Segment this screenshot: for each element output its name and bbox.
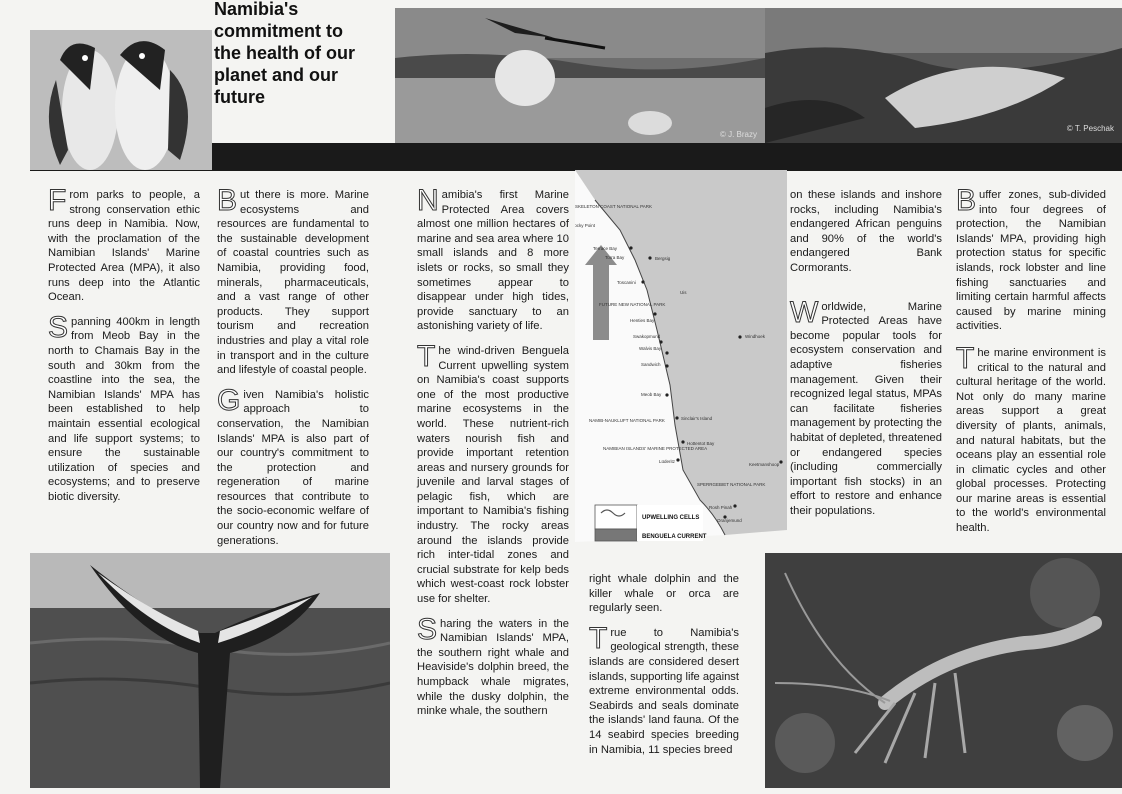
map-label: Swakopmund: [633, 334, 661, 339]
map-label: Oranjemund: [717, 518, 742, 523]
title-line: Namibia's: [214, 0, 299, 19]
rock-lobster-photo: [765, 553, 1122, 788]
penguins-photo: [30, 30, 212, 170]
title-line: future: [214, 87, 265, 107]
map-label: Bergsig: [655, 256, 671, 261]
map-label: Hottentot Bay: [687, 441, 715, 446]
title-line: planet and our: [214, 65, 339, 85]
paragraph: [217, 184, 369, 378]
drop-cap: F: [48, 184, 67, 217]
paragraph-text: iven Namibia's holistic approach to conservation, the Namibian Islands' MPA is also part of our country's commitment to the protection and regeneration of marine resources that contribute to the socio-economic welfare of our country now and for future generations.: [217, 388, 369, 547]
drop-cap: T: [589, 621, 608, 655]
map-label: Meob Bay: [641, 392, 662, 397]
drop-cap: N: [417, 184, 439, 217]
title-line: commitment to: [214, 21, 344, 41]
map-label: Sinclair's Island: [681, 416, 713, 421]
map-label: Terrace Bay: [593, 246, 618, 251]
paragraph-text: he wind-driven Benguela Current upwelling system on Namibia's coast supports one of the most productive marine ecosystems in the world. These nutrient-rich waters nourish fish and provide important retention areas and nursery grounds for juvenile and larval stages of pelagic fish, which are important to Namibia's fishing industry. The rocky areas around the islands provide rich inter-tidal zones and crucial substrate for kelp beds which west-coast rock lobster use for shelter.: [417, 344, 569, 606]
paragraph: [589, 572, 739, 616]
map-label: Toscanini: [617, 280, 636, 285]
map-label: SPERRGEBIET NATIONAL PARK: [697, 482, 766, 487]
photo-credit: © T. Peschak: [1066, 124, 1114, 133]
current-swatch: [595, 529, 637, 541]
paragraph: [589, 621, 739, 757]
paragraph: [217, 383, 369, 549]
text-column-2: [217, 184, 369, 558]
sea-photo: [765, 8, 1122, 143]
drop-cap: S: [48, 310, 69, 344]
drop-cap: B: [956, 184, 977, 217]
paragraph: [48, 310, 200, 505]
map-label: FUTURE NEW NATIONAL PARK: [599, 302, 666, 307]
paragraph: [417, 184, 569, 334]
drop-cap: B: [217, 184, 238, 217]
seabird-photo: [395, 8, 765, 143]
paragraph-text: rom parks to people, a strong conservation ethic runs deep in Namibia. Now, with the proclamation of the Namibian Islands' Marine Protected Area (MPA), it also runs deep into the Atlantic Ocean.: [48, 189, 200, 304]
text-column-3: [417, 184, 569, 729]
text-column-5: [790, 188, 942, 528]
text-column-6: [956, 184, 1106, 546]
paragraph: [790, 188, 942, 276]
text-column-1: [48, 184, 200, 514]
paragraph: [417, 612, 569, 719]
paragraph: [956, 184, 1106, 334]
drop-cap: T: [956, 341, 975, 375]
drop-cap: S: [417, 612, 438, 646]
paragraph-text: rue to Namibia's geological strength, these islands are considered desert islands, supporting life against extreme environmental odds. Seabirds and seals dominate the islands' land fauna. Of the 14 seabird species breeding in Namibia, 11 species breed: [589, 626, 739, 756]
namibia-coast-map: [575, 170, 787, 542]
map-label: NAMIBIAN ISLANDS' MARINE PROTECTED AREA: [603, 446, 708, 451]
paragraph-text: right whale dolphin and the killer whale or orca are regularly seen.: [589, 573, 739, 615]
map-label: Henties Bay: [630, 318, 655, 323]
paragraph-text: panning 400km in length from Meob Bay in the north to Chamais Bay in the south and 30km from the coastline into the sea, the Namibian Islands' MPA has been established to help maintain essential ecological and life support systems; to ensure the sustainable utilization of species and ecosystems; and to preserve biotic diversity.: [48, 315, 200, 503]
map-label: Sandwich: [641, 362, 661, 367]
legend-label: BENGUELA CURRENT: [642, 534, 707, 540]
map-label: Windhoek: [745, 334, 766, 339]
map-label: Lüderitz: [659, 459, 676, 464]
drop-cap: T: [417, 339, 436, 373]
map-label: Keetmanshoop: [749, 462, 780, 467]
paragraph-text: amibia's first Marine Protected Area covers almost one million hectares of marine and sea area where 10 small islands and 8 more islets or rocks, so small they sometimes appear to disappear under high tides, provide sanctuary to an astonishing variety of life.: [417, 189, 569, 333]
map-label: cky Point: [576, 223, 596, 228]
photo-credit: © J. Brazy: [719, 130, 757, 139]
paragraph-text: orldwide, Marine Protected Areas have become popular tools for ecosystem conservation and adaptive fisheries management. Given their recognized legal status, MPAs can facilitate fisheries management by protecting the habitat of depleted, threatened or endangered species (including commercially important fish stocks) in an effort to restore and enhance their populations.: [790, 300, 942, 517]
paragraph-text: he marine environment is critical to the natural and cultural heritage of the world. Not only do many marine areas support a great diversity of plants, animals, and natural habitats, but the oceans play an essential role in climatic cycles and other global processes. Protecting our marine areas is essential to the world's environmental health.: [956, 346, 1106, 535]
legend-label: UPWELLING CELLS: [642, 515, 700, 521]
drop-cap: G: [217, 383, 241, 417]
paragraph: [956, 341, 1106, 536]
paragraph: [790, 295, 942, 519]
paragraph-text: uffer zones, sub-divided into four degrees of protection, the Namibian Islands' MPA, providing high protection status for specific islands, rock lobster and line fishing sanctuaries and limiting certain harmful affects caused by marine mining activities.: [956, 189, 1106, 333]
drop-cap: W: [790, 295, 819, 329]
map-label: Rosh Pinah: [709, 505, 733, 510]
map-label: Uis: [680, 290, 687, 295]
paragraph-text: haring the waters in the Namibian Islands' MPA, the southern right whale and Heaviside's dolphin breed, the humpback whale migrates, while the dusky dolphin, the minke whale, the southern: [417, 617, 569, 718]
map-label: SKELETON COAST NATIONAL PARK: [575, 204, 653, 209]
paragraph: [48, 184, 200, 305]
map-label: Walvis Bay: [639, 346, 662, 351]
map-label: NAMIB-NAUKLUFT NATIONAL PARK: [589, 418, 665, 423]
paragraph-text: ut there is more. Marine ecosystems and resources are fundamental to the sustainable development of coastal countries such as Namibia, providing food, minerals, pharmaceuticals, and a vast range of other products. They support tourism and recreation industries and play a vital role in transport and in the culture and lifestyle of coastal people.: [217, 189, 369, 377]
map-label: Torra Bay: [605, 255, 625, 260]
map-legend: [595, 505, 707, 541]
text-column-4: [589, 572, 739, 767]
paragraph: [417, 339, 569, 607]
whale-tail-photo: [30, 553, 390, 788]
title-line: the health of our: [214, 43, 355, 63]
paragraph-text: on these islands and inshore rocks, including Namibia's endangered African penguins and 90% of the world's endangered Bank Cormorants.: [790, 189, 942, 274]
page-title: [214, 0, 384, 108]
